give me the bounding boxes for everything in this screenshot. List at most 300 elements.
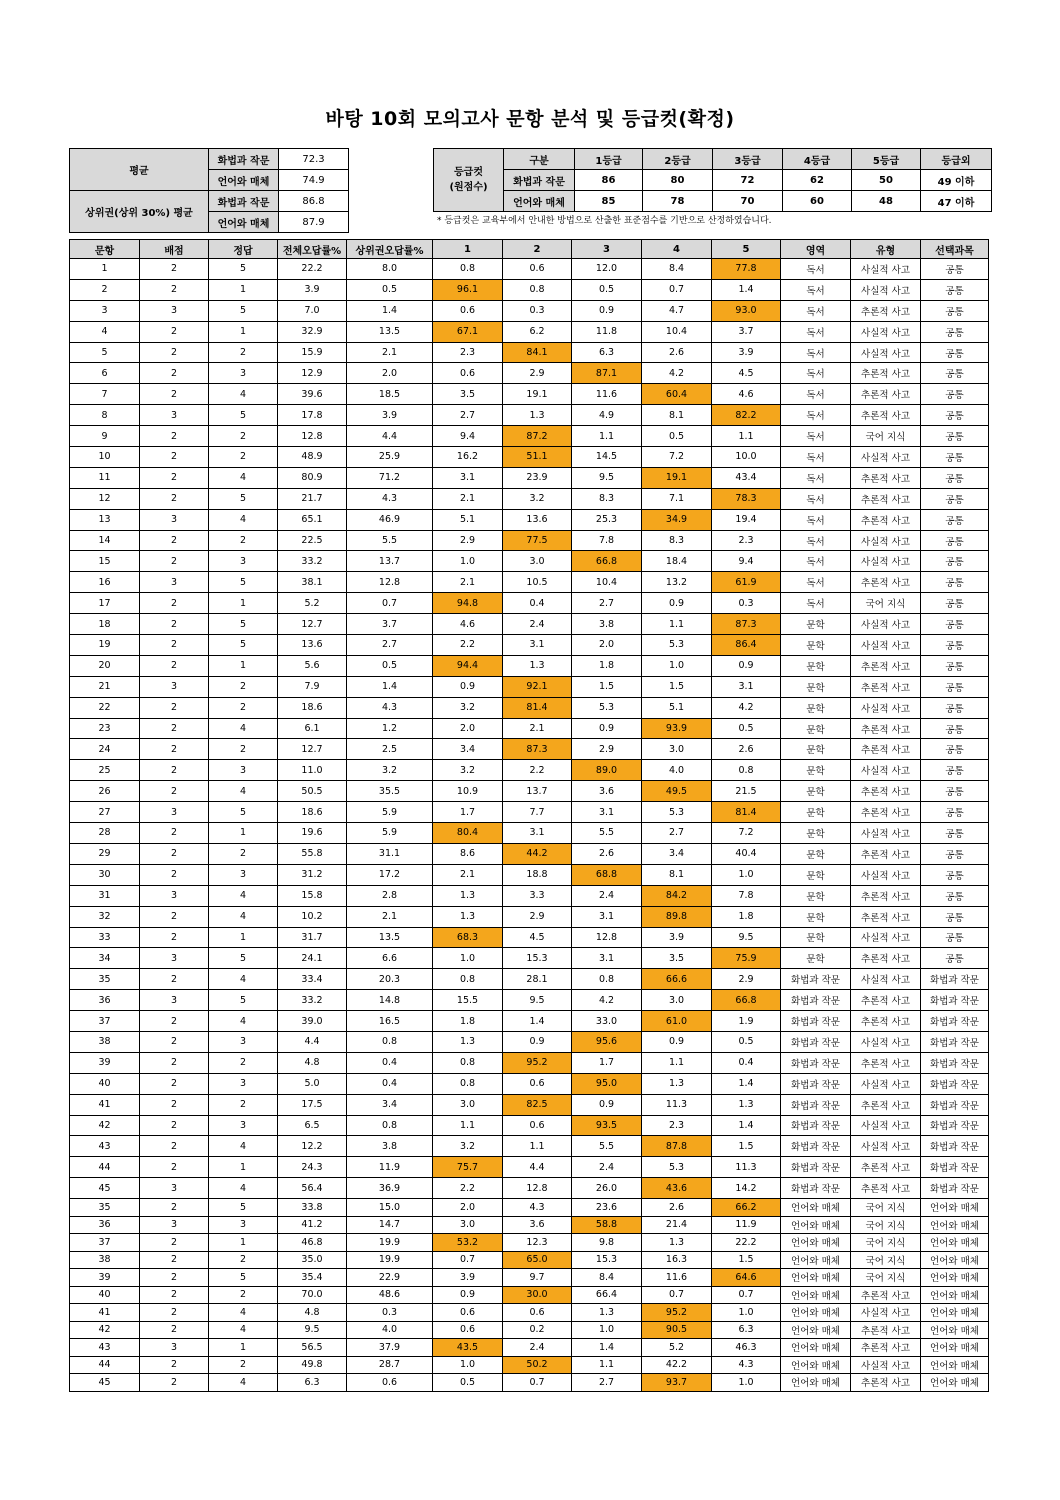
- answer: 3: [209, 1115, 278, 1136]
- question-type: 사실적 사고: [851, 697, 921, 718]
- choice-2-rate: 0.8: [503, 279, 572, 300]
- choice-4-rate: 3.0: [642, 739, 712, 760]
- choice-2-rate: 12.8: [503, 1178, 572, 1199]
- choice-1-rate: 0.6: [433, 1304, 503, 1322]
- choice-4-rate: 8.1: [642, 405, 712, 426]
- points: 3: [140, 802, 209, 823]
- question-type: 사실적 사고: [851, 342, 921, 363]
- points: 2: [140, 1052, 209, 1073]
- choice-5-rate: 3.1: [712, 676, 781, 697]
- overall-error-rate: 56.5: [278, 1339, 347, 1357]
- choice-5-rate: 4.5: [712, 363, 781, 384]
- elective-subject: 공통: [921, 279, 989, 300]
- choice-3-rate: 9.5: [572, 467, 642, 488]
- cutoff-subject: 화법과 작문: [504, 170, 575, 191]
- overall-error-rate: 12.9: [278, 363, 347, 384]
- table-row: [70, 655, 989, 676]
- choice-1-rate: 1.0: [433, 1356, 503, 1374]
- top-error-rate: 8.0: [347, 259, 433, 280]
- points: 2: [140, 739, 209, 760]
- cutoff-row: [434, 191, 992, 212]
- choice-5-rate: 2.3: [712, 530, 781, 551]
- points: 2: [140, 906, 209, 927]
- top-error-rate: 0.5: [347, 279, 433, 300]
- elective-subject: 공통: [921, 259, 989, 280]
- elective-subject: 언어와 매체: [921, 1251, 989, 1269]
- choice-4-rate: 0.5: [642, 426, 712, 447]
- choice-3-rate: 0.5: [572, 279, 642, 300]
- choice-2-rate: 12.3: [503, 1234, 572, 1252]
- choice-4-rate: 0.7: [642, 279, 712, 300]
- choice-2-rate: 2.9: [503, 906, 572, 927]
- choice-5-rate: 9.5: [712, 927, 781, 948]
- choice-5-rate: 19.4: [712, 509, 781, 530]
- answer: 3: [209, 1031, 278, 1052]
- points: 2: [140, 1374, 209, 1392]
- elective-subject: 공통: [921, 572, 989, 593]
- answer: 2: [209, 676, 278, 697]
- choice-5-rate: 4.6: [712, 384, 781, 405]
- top-error-rate: 5.9: [347, 823, 433, 844]
- item-number: 34: [70, 948, 140, 969]
- answer: 1: [209, 1234, 278, 1252]
- choice-3-rate: 11.6: [572, 384, 642, 405]
- item-number: 14: [70, 530, 140, 551]
- item-number: 22: [70, 697, 140, 718]
- overall-error-rate: 70.0: [278, 1286, 347, 1304]
- choice-5-rate: 1.0: [712, 864, 781, 885]
- item-number: 11: [70, 467, 140, 488]
- overall-error-rate: 6.3: [278, 1374, 347, 1392]
- answer-header: 정답: [209, 240, 278, 259]
- top-error-rate: 0.7: [347, 593, 433, 614]
- choice-4-rate: 1.0: [642, 655, 712, 676]
- choice-2-rate: 19.1: [503, 384, 572, 405]
- cutoff-value: 47 이하: [921, 191, 992, 212]
- choice-2-rate: 10.5: [503, 572, 572, 593]
- choice-1-rate: 2.2: [433, 635, 503, 656]
- overall-error-rate: 31.7: [278, 927, 347, 948]
- choice-3-rate: 66.4: [572, 1286, 642, 1304]
- top-error-rate: 12.8: [347, 572, 433, 593]
- item-number: 37: [70, 1234, 140, 1252]
- overall-error-rate: 6.1: [278, 718, 347, 739]
- item-number: 9: [70, 426, 140, 447]
- top-error-rate: 2.7: [347, 635, 433, 656]
- choice-4-rate: 60.4: [642, 384, 712, 405]
- choice-5-rate: 64.6: [712, 1269, 781, 1287]
- choice-5-rate: 6.3: [712, 1321, 781, 1339]
- overall-error-rate: 80.9: [278, 467, 347, 488]
- points: 3: [140, 990, 209, 1011]
- points: 2: [140, 697, 209, 718]
- answer: 5: [209, 405, 278, 426]
- points: 2: [140, 259, 209, 280]
- top-error-rate: 13.7: [347, 551, 433, 572]
- table-row: [70, 321, 989, 342]
- cutoff-header: 2등급: [643, 149, 713, 170]
- question-type: 국어 지식: [851, 426, 921, 447]
- item-number: 42: [70, 1321, 140, 1339]
- answer: 5: [209, 802, 278, 823]
- elective-subject: 공통: [921, 447, 989, 468]
- choice-2-rate: 1.4: [503, 1011, 572, 1032]
- area: 독서: [781, 321, 851, 342]
- choice-2-rate: 7.7: [503, 802, 572, 823]
- choice-4-rate: 8.3: [642, 530, 712, 551]
- table-row: [70, 635, 989, 656]
- item-number: 25: [70, 760, 140, 781]
- top-error-rate: 19.9: [347, 1251, 433, 1269]
- choice-4-rate: 2.3: [642, 1115, 712, 1136]
- choice-5-header: 5: [712, 240, 781, 259]
- question-type: 추론적 사고: [851, 885, 921, 906]
- choice-5-rate: 0.4: [712, 1052, 781, 1073]
- overall-error-rate: 4.8: [278, 1052, 347, 1073]
- question-type: 사실적 사고: [851, 279, 921, 300]
- choice-2-rate: 77.5: [503, 530, 572, 551]
- choice-2-rate: 15.3: [503, 948, 572, 969]
- choice-3-rate: 89.0: [572, 760, 642, 781]
- question-type: 사실적 사고: [851, 551, 921, 572]
- choice-4-rate: 93.7: [642, 1374, 712, 1392]
- item-number: 19: [70, 635, 140, 656]
- answer: 2: [209, 1052, 278, 1073]
- top-error-rate: 3.9: [347, 405, 433, 426]
- question-type: 추론적 사고: [851, 718, 921, 739]
- choice-3-rate: 1.7: [572, 1052, 642, 1073]
- overall-error-rate: 38.1: [278, 572, 347, 593]
- question-type: 사실적 사고: [851, 321, 921, 342]
- question-type: 국어 지식: [851, 1251, 921, 1269]
- overall-error-rate: 39.0: [278, 1011, 347, 1032]
- choice-2-rate: 44.2: [503, 843, 572, 864]
- table-row: [70, 405, 989, 426]
- choice-5-rate: 7.8: [712, 885, 781, 906]
- area: 문학: [781, 823, 851, 844]
- choice-2-rate: 82.5: [503, 1094, 572, 1115]
- table-row: [70, 948, 989, 969]
- area: 독서: [781, 551, 851, 572]
- item-number: 3: [70, 300, 140, 321]
- choice-2-rate: 92.1: [503, 676, 572, 697]
- top-error-rate: 25.9: [347, 447, 433, 468]
- choice-3-rate: 14.5: [572, 447, 642, 468]
- overall-error-rate: 32.9: [278, 321, 347, 342]
- overall-error-rate: 50.5: [278, 781, 347, 802]
- choice-5-rate: 4.3: [712, 1356, 781, 1374]
- cutoff-value: 78: [643, 191, 713, 212]
- choice-4-header: 4: [642, 240, 712, 259]
- elective-subject: 공통: [921, 635, 989, 656]
- top-error-rate: 37.9: [347, 1339, 433, 1357]
- area: 화법과 작문: [781, 1031, 851, 1052]
- overall-error-rate: 33.4: [278, 969, 347, 990]
- choice-4-rate: 0.9: [642, 593, 712, 614]
- choice-1-rate: 15.5: [433, 990, 503, 1011]
- overall-error-rate: 46.8: [278, 1234, 347, 1252]
- cutoff-value: 80: [643, 170, 713, 191]
- choice-1-rate: 2.7: [433, 405, 503, 426]
- choice-5-rate: 40.4: [712, 843, 781, 864]
- choice-2-rate: 1.3: [503, 405, 572, 426]
- answer: 4: [209, 969, 278, 990]
- choice-5-rate: 1.3: [712, 1094, 781, 1115]
- top-error-rate: 13.5: [347, 321, 433, 342]
- choice-1-rate: 2.1: [433, 864, 503, 885]
- question-type: 추론적 사고: [851, 572, 921, 593]
- choice-5-rate: 14.2: [712, 1178, 781, 1199]
- choice-5-rate: 1.9: [712, 1011, 781, 1032]
- item-number: 35: [70, 1199, 140, 1217]
- top-error-rate: 16.5: [347, 1011, 433, 1032]
- choice-3-rate: 15.3: [572, 1251, 642, 1269]
- choice-4-rate: 1.1: [642, 1052, 712, 1073]
- area: 언어와 매체: [781, 1251, 851, 1269]
- choice-2-rate: 3.2: [503, 488, 572, 509]
- table-row: [70, 1157, 989, 1178]
- choice-5-rate: 1.0: [712, 1304, 781, 1322]
- overall-error-rate: 11.0: [278, 760, 347, 781]
- elective-subject: 화법과 작문: [921, 1031, 989, 1052]
- choice-2-rate: 0.6: [503, 1073, 572, 1094]
- answer: 2: [209, 1251, 278, 1269]
- choice-5-rate: 66.8: [712, 990, 781, 1011]
- item-number: 26: [70, 781, 140, 802]
- overall-error-rate: 6.5: [278, 1115, 347, 1136]
- question-type: 추론적 사고: [851, 405, 921, 426]
- answer: 2: [209, 843, 278, 864]
- overall-error-rate: 7.9: [278, 676, 347, 697]
- overall-error-rate: 18.6: [278, 697, 347, 718]
- choice-1-rate: 1.8: [433, 1011, 503, 1032]
- avg-row: [70, 191, 349, 212]
- choice-1-rate: 2.0: [433, 1199, 503, 1217]
- answer: 5: [209, 488, 278, 509]
- item-number: 36: [70, 990, 140, 1011]
- choice-3-rate: 4.2: [572, 990, 642, 1011]
- choice-4-rate: 18.4: [642, 551, 712, 572]
- elective-subject: 언어와 매체: [921, 1286, 989, 1304]
- choice-1-rate: 75.7: [433, 1157, 503, 1178]
- item-number: 44: [70, 1157, 140, 1178]
- elective-subject: 화법과 작문: [921, 1052, 989, 1073]
- choice-5-rate: 66.2: [712, 1199, 781, 1217]
- choice-3-rate: 2.9: [572, 739, 642, 760]
- choice-1-rate: 1.0: [433, 948, 503, 969]
- choice-4-rate: 5.3: [642, 802, 712, 823]
- choice-4-rate: 90.5: [642, 1321, 712, 1339]
- question-type: 사실적 사고: [851, 1356, 921, 1374]
- choice-4-rate: 0.7: [642, 1286, 712, 1304]
- item-number: 30: [70, 864, 140, 885]
- choice-5-rate: 21.5: [712, 781, 781, 802]
- choice-1-rate: 80.4: [433, 823, 503, 844]
- choice-5-rate: 87.3: [712, 614, 781, 635]
- elective-subject: 공통: [921, 405, 989, 426]
- choice-2-rate: 18.8: [503, 864, 572, 885]
- area: 언어와 매체: [781, 1304, 851, 1322]
- table-row: [70, 697, 989, 718]
- choice-4-rate: 66.6: [642, 969, 712, 990]
- elective-subject: 공통: [921, 614, 989, 635]
- points: 2: [140, 1251, 209, 1269]
- choice-2-rate: 2.9: [503, 363, 572, 384]
- top-error-rate: 36.9: [347, 1178, 433, 1199]
- table-row: [70, 259, 989, 280]
- question-type: 추론적 사고: [851, 300, 921, 321]
- choice-3-rate: 7.8: [572, 530, 642, 551]
- answer: 4: [209, 1178, 278, 1199]
- choice-3-rate: 2.6: [572, 843, 642, 864]
- choice-3-rate: 12.8: [572, 927, 642, 948]
- choice-5-rate: 46.3: [712, 1339, 781, 1357]
- points: 2: [140, 342, 209, 363]
- table-row: [70, 885, 989, 906]
- area: 문학: [781, 635, 851, 656]
- area: 화법과 작문: [781, 1011, 851, 1032]
- top-error-rate: 3.7: [347, 614, 433, 635]
- overall-error-rate: 22.2: [278, 259, 347, 280]
- points: 2: [140, 1115, 209, 1136]
- top-error-rate: 48.6: [347, 1286, 433, 1304]
- choice-1-rate: 1.3: [433, 1031, 503, 1052]
- points: 3: [140, 405, 209, 426]
- choice-4-rate: 8.1: [642, 864, 712, 885]
- question-type: 사실적 사고: [851, 447, 921, 468]
- cutoff-note: * 등급컷은 교육부에서 안내한 방법으로 산출한 표준점수를 기반으로 산정하였습니다.: [437, 216, 772, 226]
- answer: 4: [209, 1321, 278, 1339]
- choice-4-rate: 43.6: [642, 1178, 712, 1199]
- answer: 2: [209, 342, 278, 363]
- choice-1-rate: 0.8: [433, 1052, 503, 1073]
- choice-5-rate: 93.0: [712, 300, 781, 321]
- table-row: [70, 509, 989, 530]
- elective-subject: 공통: [921, 655, 989, 676]
- table-row: [70, 1031, 989, 1052]
- answer: 5: [209, 1269, 278, 1287]
- choice-1-rate: 0.8: [433, 969, 503, 990]
- item-number: 6: [70, 363, 140, 384]
- answer: 5: [209, 948, 278, 969]
- choice-1-rate: 68.3: [433, 927, 503, 948]
- choice-1-rate: 3.0: [433, 1094, 503, 1115]
- area: 문학: [781, 718, 851, 739]
- choice-1-rate: 2.0: [433, 718, 503, 739]
- area: 화법과 작문: [781, 1052, 851, 1073]
- table-row: [70, 1304, 989, 1322]
- overall-error-rate: 13.6: [278, 635, 347, 656]
- answer: 1: [209, 927, 278, 948]
- area: 화법과 작문: [781, 1115, 851, 1136]
- cutoff-header: 4등급: [783, 149, 852, 170]
- choice-2-rate: 2.4: [503, 1339, 572, 1357]
- points: 2: [140, 969, 209, 990]
- overall-error-rate: 4.4: [278, 1031, 347, 1052]
- points: 3: [140, 676, 209, 697]
- top-error-rate: 20.3: [347, 969, 433, 990]
- answer: 4: [209, 509, 278, 530]
- area: 독서: [781, 384, 851, 405]
- choice-4-rate: 84.2: [642, 885, 712, 906]
- overall-error-rate: 12.8: [278, 426, 347, 447]
- choice-3-rate: 3.6: [572, 781, 642, 802]
- table-row: [70, 363, 989, 384]
- choice-3-rate: 2.4: [572, 885, 642, 906]
- points: 2: [140, 551, 209, 572]
- area: 화법과 작문: [781, 990, 851, 1011]
- top-error-rate: 0.3: [347, 1304, 433, 1322]
- choice-3-rate: 12.0: [572, 259, 642, 280]
- choice-5-rate: 81.4: [712, 802, 781, 823]
- choice-2-rate: 0.6: [503, 1304, 572, 1322]
- table-row: [70, 969, 989, 990]
- choice-3-rate: 5.3: [572, 697, 642, 718]
- answer: 3: [209, 1216, 278, 1234]
- area: 화법과 작문: [781, 1073, 851, 1094]
- overall-error-rate: 12.2: [278, 1136, 347, 1157]
- choice-3-rate: 0.9: [572, 1094, 642, 1115]
- answer: 4: [209, 1374, 278, 1392]
- choice-4-rate: 49.5: [642, 781, 712, 802]
- points: 2: [140, 1356, 209, 1374]
- choice-2-rate: 13.7: [503, 781, 572, 802]
- points: 2: [140, 927, 209, 948]
- choice-2-rate: 28.1: [503, 969, 572, 990]
- points: 3: [140, 1339, 209, 1357]
- table-row: [70, 488, 989, 509]
- item-number: 45: [70, 1178, 140, 1199]
- choice-3-rate: 0.8: [572, 969, 642, 990]
- overall-error-rate: 21.7: [278, 488, 347, 509]
- grade-cutoff-table: [433, 148, 992, 212]
- table-row: [70, 1251, 989, 1269]
- table-row: [70, 676, 989, 697]
- question-type: 국어 지식: [851, 1216, 921, 1234]
- area: 독서: [781, 405, 851, 426]
- question-type: 추론적 사고: [851, 1052, 921, 1073]
- choice-1-header: 1: [433, 240, 503, 259]
- subject-label: 화법과 작문: [209, 191, 279, 212]
- avg-row: [70, 149, 349, 170]
- choice-1-rate: 0.9: [433, 676, 503, 697]
- choice-3-rate: 1.4: [572, 1339, 642, 1357]
- area: 문학: [781, 676, 851, 697]
- area: 화법과 작문: [781, 1178, 851, 1199]
- elective-subject: 언어와 매체: [921, 1269, 989, 1287]
- choice-2-rate: 23.9: [503, 467, 572, 488]
- top-error-rate: 2.5: [347, 739, 433, 760]
- choice-2-rate: 4.4: [503, 1157, 572, 1178]
- elective-subject: 공통: [921, 843, 989, 864]
- choice-1-rate: 3.4: [433, 739, 503, 760]
- choice-2-rate: 50.2: [503, 1356, 572, 1374]
- item-number: 27: [70, 802, 140, 823]
- area: 문학: [781, 885, 851, 906]
- choice-4-rate: 3.5: [642, 948, 712, 969]
- choice-1-rate: 53.2: [433, 1234, 503, 1252]
- elective-subject: 공통: [921, 593, 989, 614]
- table-row: [70, 300, 989, 321]
- question-type: 추론적 사고: [851, 1178, 921, 1199]
- points: 2: [140, 1286, 209, 1304]
- top-error-rate: 18.5: [347, 384, 433, 405]
- question-type: 추론적 사고: [851, 676, 921, 697]
- points: 2: [140, 614, 209, 635]
- choice-3-rate: 6.3: [572, 342, 642, 363]
- question-type: 사실적 사고: [851, 614, 921, 635]
- choice-3-rate: 0.9: [572, 718, 642, 739]
